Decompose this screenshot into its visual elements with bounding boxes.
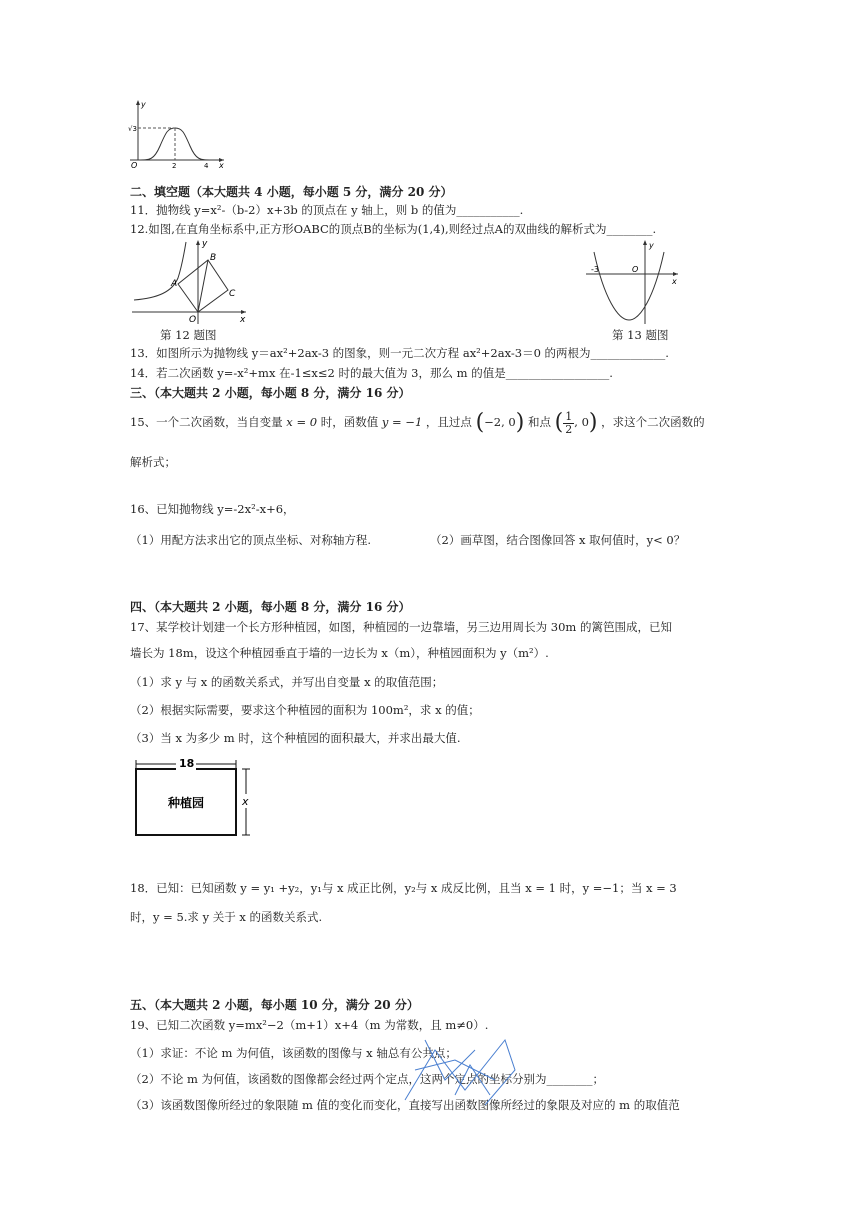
q15-part4: 和点	[528, 415, 552, 429]
top-graph-y-label: y	[141, 100, 146, 109]
figure-12-caption: 第 12 题图	[160, 328, 217, 342]
question-19-sub3: （3）该函数图像所经过的象限随 m 值的变化而变化，直接写出函数图像所经过的象限及对应的 m 的取值范	[130, 1098, 680, 1112]
question-12: 12.如图,在直角坐标系中,正方形OABC的顶点B的坐标为(1,4),则经过点A的双曲线的解析式为________.	[130, 222, 657, 236]
question-13: 13．如图所示为抛物线 y＝ax²+2ax-3 的图象，则一元二次方程 ax²+2ax-3＝0 的两根为_____________.	[130, 346, 669, 360]
q15-point1: −2, 0	[484, 415, 516, 429]
question-15: 15、一个二次函数，当自变量 x = 0 时，函数值 y = −1 ，且过点 (−2, 0) 和点 ( $\frac{1}{2}$ , 0) ，求这个二次函数的	[130, 409, 705, 436]
question-17-line1: 17、某学校计划建一个长方形种植园，如图，种植园的一边靠墙，另三边用周长为 30m 的篱笆围成，已知	[130, 620, 672, 634]
figure-13-caption: 第 13 题图	[612, 328, 669, 342]
q15-part3: ，且过点	[425, 415, 472, 429]
stamp-watermark	[395, 1030, 535, 1110]
q15-fraction	[563, 411, 574, 436]
question-17-line2: 墙长为 18m，设这个种植园垂直于墙的一边长为 x（m），种植园面积为 y（m²）.	[130, 646, 549, 660]
section-3-title: 三、（本大题共 2 小题，每小题 8 分，满分 16 分）	[130, 386, 411, 400]
q15-frac-den: 2	[565, 422, 573, 436]
top-function-graph	[128, 98, 228, 170]
q15-cond-y: y = −1	[381, 415, 423, 429]
question-18-line2: 时，y = 5.求 y 关于 x 的函数关系式.	[130, 910, 323, 924]
q15-point2-rest: , 0	[574, 415, 589, 429]
section-5-title: 五、（本大题共 2 小题，每小题 10 分，满分 20 分）	[130, 998, 419, 1012]
fig12-point-o: O	[189, 315, 197, 325]
fig13-origin: O	[632, 265, 639, 274]
section-2-title: 二、填空题（本大题共 4 小题，每小题 5 分，满分 20 分）	[130, 185, 453, 199]
top-graph-tick-4: 4	[204, 162, 209, 170]
top-graph-origin: O	[131, 161, 138, 170]
top-graph-sqrt3: √3	[128, 125, 137, 133]
fig13-x-label: x	[672, 277, 677, 286]
question-19-sub1: （1）求证：不论 m 为何值，该函数的图像与 x 轴总有公共点；	[130, 1046, 457, 1060]
question-19-sub2: （2）不论 m 为何值，该函数的图像都会经过两个定点，这两个定点的坐标分别为________；	[130, 1072, 605, 1086]
question-17-sub1: （1）求 y 与 x 的函数关系式，并写出自变量 x 的取值范围；	[130, 675, 444, 689]
question-17-sub2: （2）根据实际需要，要求这个种植园的面积为 100m²，求 x 的值；	[130, 703, 480, 717]
fig12-point-b: B	[210, 253, 217, 263]
q15-part5: ，求这个二次函数的	[601, 415, 705, 429]
figure-13	[582, 238, 682, 326]
question-11: 11．抛物线 y=x²-（b-2）x+3b 的顶点在 y 轴上，则 b 的值为___________.	[130, 203, 524, 217]
question-17-sub3: （3）当 x 为多少 m 时，这个种植园的面积最大，并求出最大值.	[130, 731, 461, 745]
fig13-y-label: y	[649, 241, 654, 250]
top-graph-tick-2: 2	[172, 162, 177, 170]
question-18-line1: 18．已知：已知函数 y = y₁ +y₂，y₁与 x 成正比例，y₂与 x 成反比例，且当 x = 1 时，y =−1；当 x = 3	[130, 881, 677, 895]
question-16-sub2: （2）画草图，结合图像回答 x 取何值时，y< 0？	[430, 533, 686, 547]
fig17-x: x	[242, 795, 249, 808]
q15-part1: 15、一个二次函数，当自变量	[130, 415, 283, 429]
question-19: 19、已知二次函数 y=mx²−2（m+1）x+4（m 为常数，且 m≠0）.	[130, 1018, 489, 1032]
fig13-neg3: -3	[591, 265, 599, 274]
question-16: 16、已知抛物线 y=-2x²-x+6，	[130, 502, 295, 516]
fig12-y-label: y	[202, 239, 208, 249]
question-16-sub1: （1）用配方法求出它的顶点坐标、对称轴方程.	[130, 533, 371, 547]
fig12-point-c: C	[229, 289, 236, 299]
section-4-title: 四、（本大题共 2 小题，每小题 8 分，满分 16 分）	[130, 600, 411, 614]
figure-17-garden	[128, 754, 268, 840]
q15-frac-num: 1	[565, 409, 573, 423]
fig17-label: 种植园	[168, 796, 205, 810]
fig12-point-a: A	[171, 279, 178, 289]
fig17-length: 18	[179, 757, 195, 770]
q15-cond-x: x = 0	[286, 415, 318, 429]
q15-part2: 时，函数值	[320, 415, 379, 429]
question-15-line2: 解析式；	[130, 455, 176, 469]
figure-12	[128, 238, 250, 326]
question-14: 14．若二次函数 y=-x²+mx 在-1≤x≤2 时的最大值为 3，那么 m 的值是__________________.	[130, 366, 613, 380]
fig12-x-label: x	[240, 315, 246, 325]
top-graph-x-label: x	[219, 161, 224, 170]
